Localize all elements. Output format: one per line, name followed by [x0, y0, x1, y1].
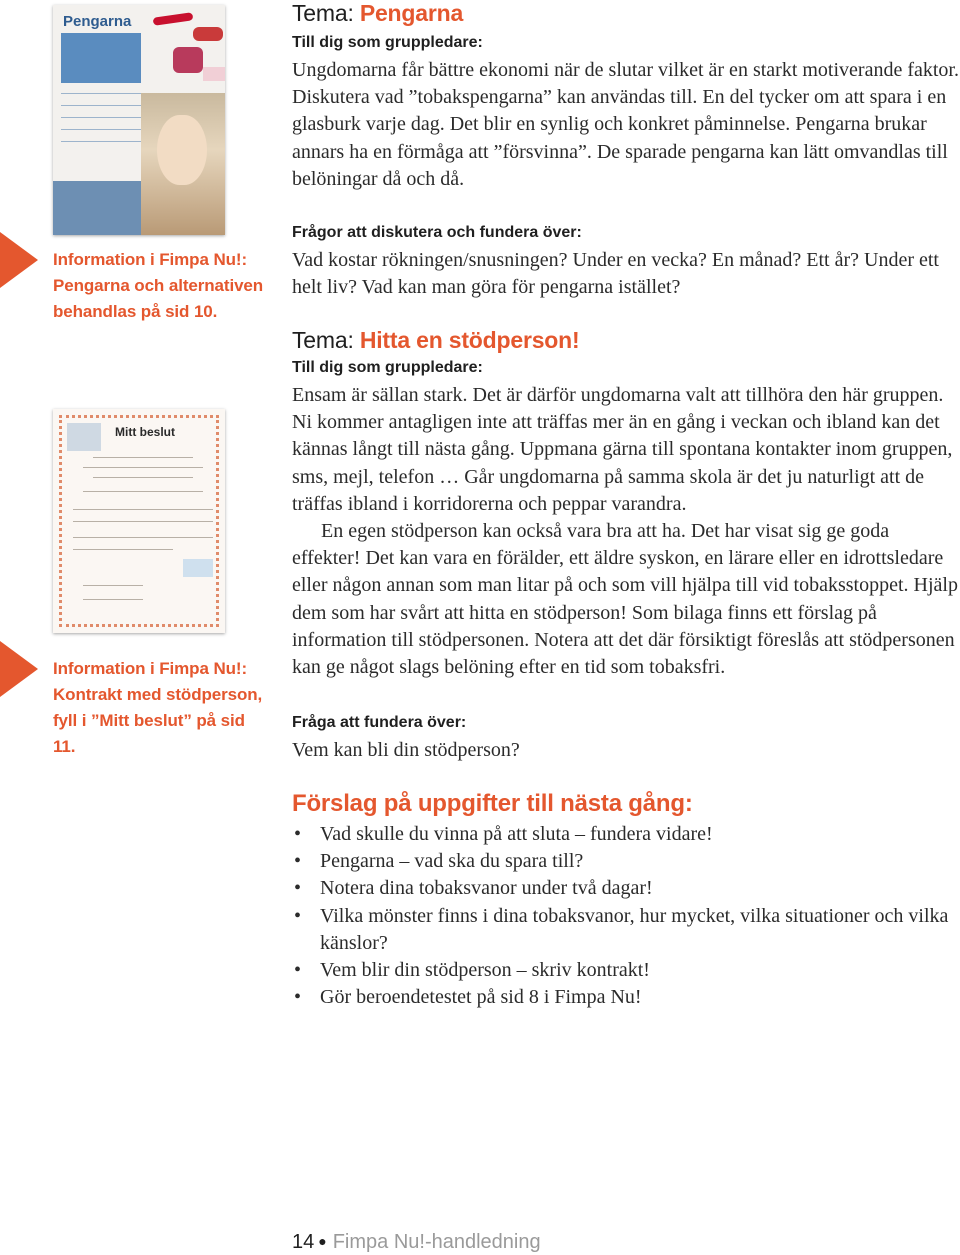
thumbnail-stamp	[183, 559, 213, 577]
list-item-text: Vad skulle du vinna på att sluta – fundera vidare!	[320, 823, 713, 845]
bullet-icon: •	[294, 904, 302, 927]
thumbnail-face	[157, 115, 207, 185]
side-note-line: behandlas på sid 10.	[53, 302, 218, 321]
thumbnail-rule	[83, 585, 143, 586]
bullet-icon: •	[294, 823, 302, 845]
discussion-questions	[292, 222, 960, 301]
bullet-icon: •	[294, 850, 302, 873]
thumbnail-rule	[73, 549, 173, 550]
thumbnail-rule	[61, 117, 143, 118]
list-item	[292, 957, 960, 984]
car-icon	[193, 27, 223, 41]
leader-label: Till dig som gruppledare:	[292, 359, 483, 376]
bullet-icon: •	[294, 877, 302, 900]
paragraph: En egen stödperson kan också vara bra att ha. Det har visat sig ge goda effekter! Det kan vara en förälder, ett äldre syskon, en lärare eller en idrottsledare eller någon annan som man litar på och som vill hjälpa till vid tobaksstoppet. Hjälp dem som har svårt att hitta en stödperson! Som bilaga finns ett förslag på information till stödpersonen. Notera att det där försiktigt föreslås att stödpersonen kan ge något slags belöning efter en tid som tobaksfri.	[292, 520, 958, 679]
thumbnail-title: Mitt beslut	[115, 425, 175, 439]
page-footer	[292, 1228, 541, 1255]
side-note-pengarna	[53, 247, 268, 325]
question-body: Vem kan bli din stödperson?	[292, 739, 520, 761]
side-note-line: Pengarna och alternativen	[53, 276, 264, 295]
plane-icon	[153, 12, 194, 25]
thumbnail-blue-box	[61, 33, 141, 83]
list-item	[292, 903, 960, 957]
section-theme-heading	[292, 0, 960, 27]
publication-name: Fimpa Nu!-handledning	[332, 1231, 541, 1253]
bullet-icon: •	[294, 959, 302, 982]
tasks-section	[292, 789, 960, 1011]
thumbnail-rule	[61, 141, 143, 142]
thumbnail-rule	[73, 537, 213, 538]
tasks-list	[292, 821, 960, 1011]
paragraph: Ensam är sällan stark. Det är därför ungdomarna valt att tillhöra den här gruppen. Ni kommer antagligen inte att träffas mer än en gång i veckan och ibland kan det kännas långt till nästa gång. Uppmana gärna till spontana kontakter inom gruppen, sms, mejl, telefon … Går ungdomarna på samma skola är det ju naturligt att de träffas ibland i korridorerna och peppar varandra.	[292, 384, 953, 515]
thumbnail-rule	[61, 105, 143, 106]
thumbnail-rule	[83, 491, 203, 492]
section-pengarna	[292, 0, 960, 193]
leader-body: Ungdomarna får bättre ekonomi när de slutar vilket är en starkt motiverande faktor. Diskutera vad ”tobakspengarna” kan användas till. En del tycker om att spara i en glasburk varje dag. Det blir en synlig och konkret påminnelse. Pengarna brukar annars ha en förmåga att ”försvinna”. De sparade pengarna kan lätt omvandlas till belöningar då och då.	[292, 59, 959, 190]
questions-label: Frågor att diskutera och fundera över:	[292, 224, 582, 241]
thumbnail-rule	[73, 509, 213, 510]
side-note-line: Information i Fimpa Nu!:	[53, 250, 248, 269]
bullet-icon: •	[294, 986, 302, 1009]
arrow-right-icon	[0, 641, 38, 697]
thumbnail-rule	[83, 599, 143, 600]
mitt-beslut-page-thumbnail	[53, 409, 225, 633]
list-item	[292, 848, 960, 875]
leader-body	[292, 382, 960, 681]
thumbnail-red-strip	[59, 155, 139, 163]
side-note-line: 11.	[53, 737, 76, 756]
thumbnail-photo	[67, 423, 101, 451]
list-item-text: Vem blir din stödperson – skriv kontrakt!	[320, 959, 650, 982]
list-item	[292, 875, 960, 902]
list-item-text: Notera dina tobaksvanor under två dagar!	[320, 877, 653, 900]
thumbnail-rule	[61, 129, 143, 130]
arrow-right-icon	[0, 232, 38, 288]
side-note-kontrakt	[53, 656, 268, 760]
leader-label: Till dig som gruppledare:	[292, 34, 483, 51]
card-icon	[203, 67, 225, 81]
question-label: Fråga att fundera över:	[292, 714, 467, 731]
theme-title: Pengarna	[359, 0, 464, 26]
section-theme-heading	[292, 326, 960, 354]
thumbnail-rule	[73, 521, 213, 522]
list-item-text: Pengarna – vad ska du spara till?	[320, 850, 584, 873]
thumbnail-rule	[61, 93, 143, 94]
side-note-line: fyll i ”Mitt beslut” på sid	[53, 711, 245, 730]
reflection-question	[292, 712, 960, 764]
bag-icon	[173, 47, 203, 73]
list-item	[292, 821, 960, 848]
questions-body: Vad kostar rökningen/snusningen? Under en vecka? En månad? Ett år? Under ett helt liv? Vad kan man göra för pengarna istället?	[292, 249, 939, 299]
list-item-text: Gör beroendetestet på sid 8 i Fimpa Nu!	[320, 986, 642, 1009]
list-item-text: Vilka mönster finns i dina tobaksvanor, hur mycket, vilka situationer och vilka känslor?	[320, 904, 949, 954]
side-note-line: Information i Fimpa Nu!:	[53, 659, 248, 678]
section-stodperson	[292, 326, 960, 681]
pengarna-page-thumbnail	[53, 5, 225, 235]
separator-dot: ●	[318, 1233, 327, 1249]
thumbnail-rule	[93, 457, 193, 458]
theme-prefix: Tema:	[292, 0, 360, 26]
side-note-line: Kontrakt med stödperson,	[53, 685, 263, 704]
theme-prefix: Tema:	[292, 327, 360, 353]
theme-title: Hitta en stödperson!	[359, 327, 580, 353]
page-number: 14	[292, 1231, 315, 1253]
thumbnail-rule	[93, 477, 193, 478]
tasks-heading: Förslag på uppgifter till nästa gång:	[292, 790, 693, 817]
thumbnail-title: Pengarna	[63, 13, 132, 30]
list-item	[292, 984, 960, 1011]
thumbnail-rule	[83, 467, 203, 468]
